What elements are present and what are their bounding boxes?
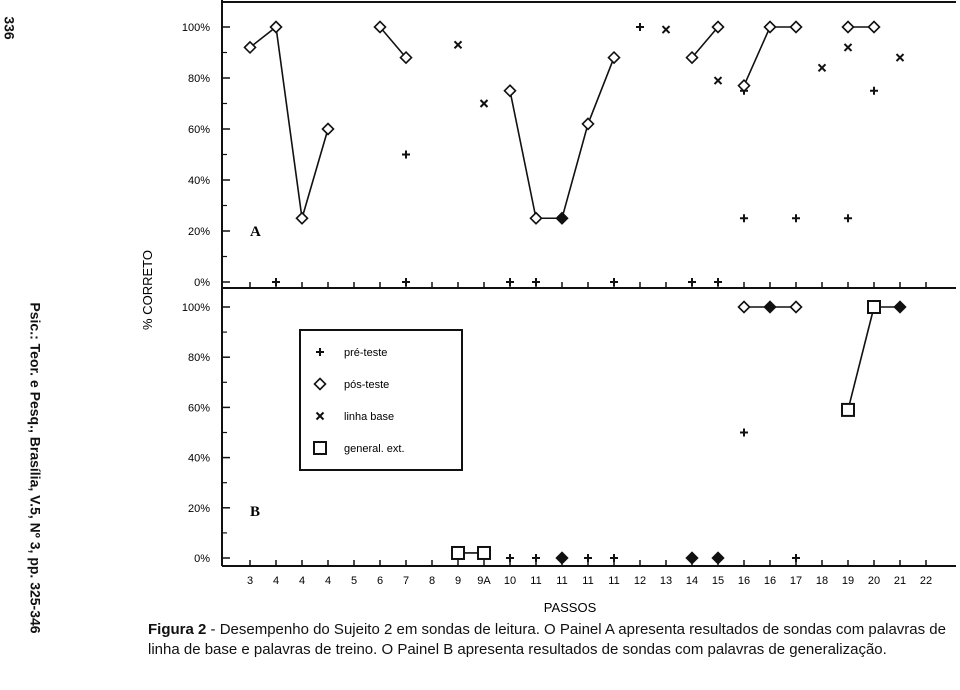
panel-label: B [250, 504, 261, 520]
y-tick-label: 60% [187, 124, 210, 136]
x-tick-label: 10 [503, 575, 517, 587]
pre-test-point [272, 278, 280, 286]
pos-test-point [583, 118, 594, 129]
x-tick-label: 22 [919, 575, 933, 587]
pre-test-point [870, 87, 878, 95]
pos-test-point [531, 213, 542, 224]
x-tick-label: 20 [867, 575, 881, 587]
pre-test-point [740, 214, 748, 222]
pre-test-point [402, 278, 410, 286]
generalization-point [452, 547, 464, 559]
x-tick-label: 8 [428, 575, 436, 587]
pre-test-point [610, 278, 618, 286]
x-axis-label: PASSOS [543, 600, 597, 615]
generalization-point [478, 547, 490, 559]
x-tick-label: 14 [685, 575, 699, 587]
pos-test-point [713, 553, 724, 564]
axes [222, 0, 956, 566]
ticks [182, 22, 932, 587]
data-marks [245, 22, 906, 564]
legend-label: linha base [344, 411, 395, 423]
pos-test-line [510, 58, 614, 219]
x-tick-label: 11 [530, 575, 542, 587]
y-tick-label: 0% [194, 553, 210, 565]
legend-label: pré-teste [344, 347, 388, 359]
legend-marker-gen [314, 442, 326, 454]
pos-test-line [380, 27, 406, 58]
pre-test-point [532, 278, 540, 286]
caption-text: - Desempenho do Sujeito 2 em sondas de leitura. O Painel A apresenta resultados de sondas com palavras de linha de base e palavras de treino. O Painel B apresenta resultados de sondas com palavras de generalização. [148, 621, 946, 658]
pos-test-point [323, 124, 334, 135]
baseline-point [663, 26, 670, 33]
x-tick-label: 13 [659, 575, 673, 587]
baseline-point [455, 41, 462, 48]
x-tick-label: 7 [402, 575, 410, 587]
y-tick-label: 0% [194, 277, 210, 289]
legend-label: general. ext. [344, 443, 405, 455]
pre-test-point [506, 554, 514, 562]
pos-test-line [250, 27, 328, 218]
pos-test-point [843, 22, 854, 33]
pos-test-point [609, 52, 620, 63]
pre-test-point [792, 554, 800, 562]
pre-test-point [688, 278, 696, 286]
pre-test-point [792, 214, 800, 222]
pos-test-point [557, 213, 568, 224]
x-tick-label: 3 [246, 575, 254, 587]
pre-test-point [584, 554, 592, 562]
pre-test-point [636, 23, 644, 31]
x-tick-label: 11 [582, 575, 594, 587]
x-tick-label: 12 [633, 575, 647, 587]
pos-test-point [505, 85, 516, 96]
y-axis-label: % CORRETO [140, 250, 155, 330]
pos-test-point [765, 302, 776, 313]
y-tick-label: 100% [181, 302, 210, 314]
pre-test-point [506, 278, 514, 286]
pos-test-point [765, 22, 776, 33]
pre-test-point [402, 151, 410, 159]
pre-test-point [740, 429, 748, 437]
y-tick-label: 100% [181, 22, 210, 34]
pos-test-point [297, 213, 308, 224]
panel-label: A [250, 224, 261, 240]
y-tick-label: 80% [187, 352, 210, 365]
baseline-point [819, 64, 826, 71]
baseline-point [481, 100, 488, 107]
figure-caption [148, 620, 953, 660]
baseline-point [897, 54, 904, 61]
x-tick-label: 15 [711, 575, 725, 587]
pre-test-point [532, 554, 540, 562]
pos-test-line [744, 27, 796, 86]
baseline-point [845, 44, 852, 51]
x-tick-label: 9 [454, 575, 462, 587]
pos-test-point [791, 22, 802, 33]
pos-test-point [739, 302, 750, 313]
x-tick-label: 21 [893, 575, 907, 587]
x-tick-label: 4 [298, 575, 306, 587]
x-tick-label: 5 [350, 575, 358, 587]
x-tick-label: 11 [608, 575, 620, 587]
pos-test-point [869, 22, 880, 33]
x-tick-label: 18 [815, 575, 829, 587]
journal-reference: Psic.: Teor. e Pesq., Brasília, V.5, Nº 3, pp. 325-346 [27, 302, 44, 634]
x-tick-label: 11 [556, 575, 568, 587]
pos-test-line [692, 27, 718, 58]
caption-label: Figura 2 [148, 621, 207, 638]
baseline-point [715, 77, 722, 84]
x-tick-label: 19 [841, 575, 855, 587]
x-tick-label: 16 [737, 575, 751, 587]
y-tick-label: 20% [187, 502, 210, 515]
pos-test-point [687, 553, 698, 564]
x-tick-label: 4 [324, 575, 332, 587]
pre-test-point [844, 214, 852, 222]
y-tick-label: 40% [187, 175, 210, 187]
legend-label: pós-teste [344, 379, 390, 391]
pos-test-point [895, 302, 906, 313]
legend [300, 330, 462, 470]
x-tick-label: 9A [477, 575, 491, 587]
pre-test-point [714, 278, 722, 286]
generalization-point [868, 301, 880, 313]
x-tick-label: 17 [789, 575, 803, 587]
pos-test-point [739, 80, 750, 91]
y-tick-label: 60% [187, 402, 210, 415]
x-tick-label: 16 [763, 575, 777, 587]
pre-test-point [610, 554, 618, 562]
x-tick-label: 6 [376, 575, 384, 587]
pos-test-point [557, 553, 568, 564]
y-tick-label: 80% [187, 73, 210, 85]
y-tick-label: 20% [187, 226, 210, 238]
generalization-point [842, 404, 854, 416]
pos-test-point [791, 302, 802, 313]
y-tick-label: 40% [187, 452, 210, 465]
x-tick-label: 4 [272, 575, 280, 587]
page-number: 336 [1, 16, 18, 40]
generalization-line [848, 307, 874, 410]
